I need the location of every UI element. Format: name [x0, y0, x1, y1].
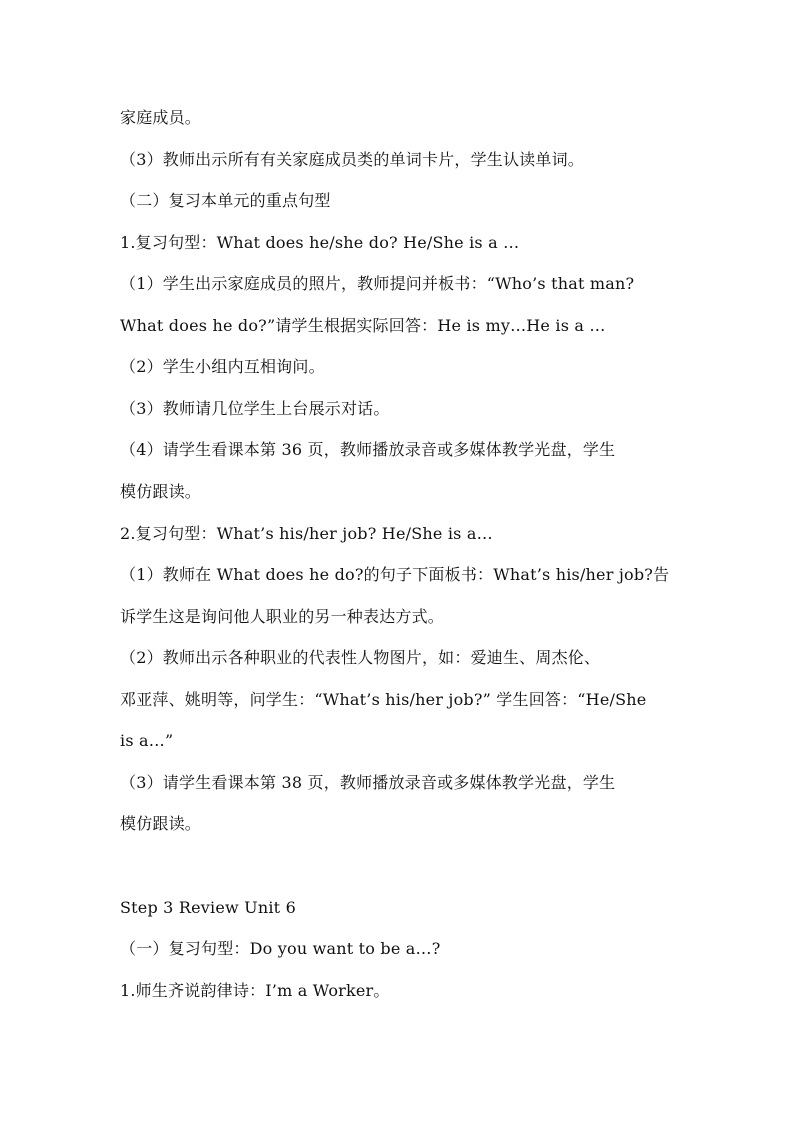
sentence-pattern-1: 1.复习句型：What does he/she do? He/She is a …	[120, 233, 520, 252]
text-line-1: 家庭成员。	[120, 108, 202, 127]
text-line-14: （2）教师出示各种职业的代表性人物图片，如：爱迪生、周杰伦、	[120, 648, 601, 667]
text-line-16: is a…”	[120, 731, 174, 750]
text-line-18: 模仿跟读。	[120, 814, 202, 833]
text-line-7: （2）学生小组内互相询问。	[120, 357, 325, 376]
text-line-8: （3）教师请几位学生上台展示对话。	[120, 399, 390, 418]
text-line-15: 邓亚萍、姚明等，问学生：“What’s his/her job?” 学生回答：“He/She	[120, 690, 647, 709]
text-line-10: 模仿跟读。	[120, 482, 202, 501]
section-heading-1: （一）复习句型：Do you want to be a…?	[120, 939, 441, 958]
text-line-9: （4）请学生看课本第 36 页，教师播放录音或多媒体教学光盘，学生	[120, 440, 616, 459]
text-line-2: （3）教师出示所有有关家庭成员类的单词卡片，学生认读单词。	[120, 150, 584, 169]
section-heading-2: （二）复习本单元的重点句型	[120, 191, 331, 210]
sentence-pattern-2: 2.复习句型：What’s his/her job? He/She is a…	[120, 524, 493, 543]
text-line-6: What does he do?”请学生根据实际回答：He is my…He is a …	[120, 316, 606, 335]
text-line-12: （1）教师在 What does he do?的句子下面板书：What’s his/her job?告	[120, 565, 670, 584]
text-line-17: （3）请学生看课本第 38 页，教师播放录音或多媒体教学光盘，学生	[120, 773, 616, 792]
text-line-5: （1）学生出示家庭成员的照片，教师提问并板书：“Who’s that man?	[120, 274, 635, 293]
text-line-21: 1.师生齐说韵律诗：I’m a Worker。	[120, 981, 390, 1000]
text-line-13: 诉学生这是询问他人职业的另一种表达方式。	[120, 607, 445, 626]
step-heading: Step 3 Review Unit 6	[120, 898, 296, 917]
